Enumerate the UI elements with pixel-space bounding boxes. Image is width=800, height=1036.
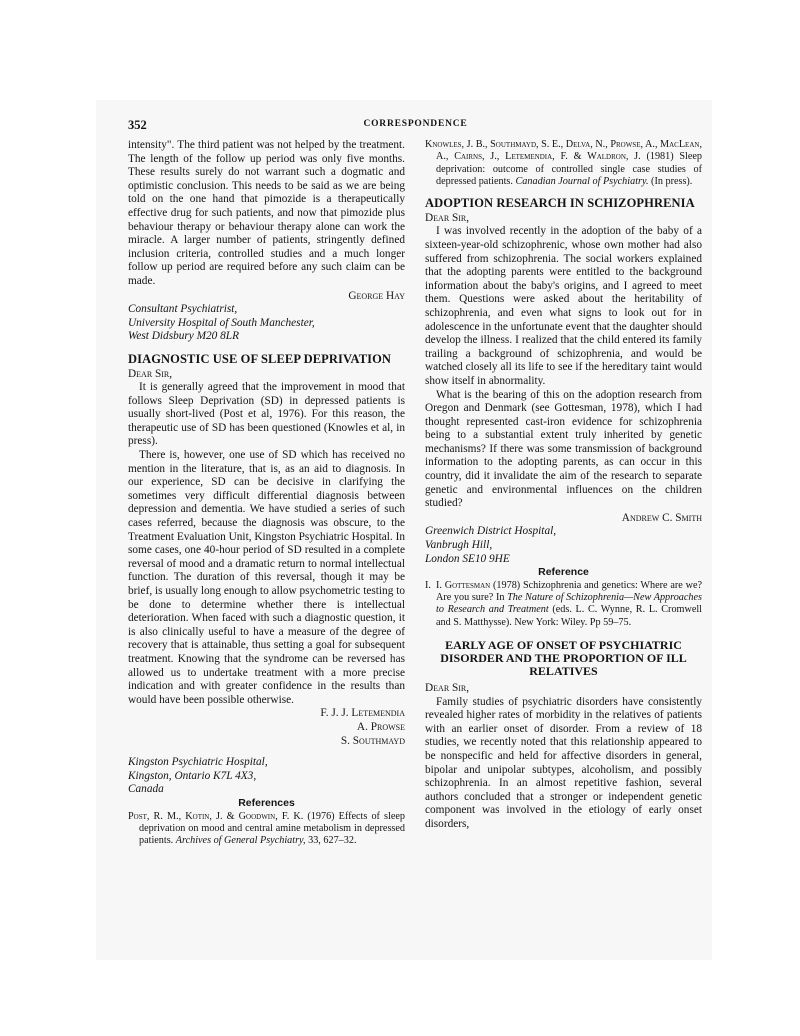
reference-authors: Knowles, J. B., Southmayd, S. E., Delva, N., Prowse, A., MacLean, A., Cairns, J., Letemendia, F. & Waldron, J. [425,139,702,163]
page-number: 352 [128,118,147,132]
address-line: West Didsbury M20 8LR [128,330,239,343]
address-block-kingston [128,756,405,797]
salutation: Dear Sir, [128,367,173,380]
address-line: Consultant Psychiatrist, [128,303,238,316]
reference-entry [425,580,702,629]
reference-tail: (In press). [651,175,693,187]
signature-line: F. J. J. Letemendia [320,707,405,720]
page-header [128,118,703,134]
running-head: CORRESPONDENCE [363,119,468,129]
reference-text: (1981) Sleep deprivation: outcome of controlled single case studies of depressed patients. [436,151,702,187]
right-column [425,139,702,832]
reference-text: (eds. L. C. Wynne, R. L. Cromwell and S. Matthysse). New York: Wiley. Pp 59–75. [436,604,703,628]
salutation: Dear Sir, [425,682,470,694]
article-heading-early-onset: EARLY AGE OF ONSET OF PSYCHIATRIC DISORDER AND THE PROPORTION OF ILL RELATIVES [440,638,687,678]
address-line: University Hospital of South Manchester, [128,316,315,329]
reference-entry [425,139,702,188]
address-line: Kingston Psychiatric Hospital, [128,756,268,769]
address-block-hay [128,303,405,344]
reference-journal: Archives of General Psychiatry, [175,835,306,847]
address-line: Vanbrugh Hill, [425,539,493,552]
body-paragraph: Family studies of psychiatric disorders have consistently revealed higher rates of morbidity in the relatives of patients with an earlier onset of disorder. From a review of 18 studies, we recently noted that this relationship appeared to be nonspecific and held for affective disorders in general, bipolar and unipolar subtypes, alcoholism, and possibly schizophrenia. In an almost repetitive fashion, several authors concluded that a stronger or independent genetic component was involved in the etiology of early onset disorders, [425,695,702,830]
reference-authors: Post, R. M., Kotin, J. & Goodwin, F. K. [128,810,304,822]
reference-book: The Nature of Schizophrenia—New Approaches to Research and Treatment [436,592,703,616]
salutation: Dear Sir, [425,211,470,224]
signature-line: A. Prowse [356,720,405,733]
address-line: Kingston, Ontario K7L 4X3, [128,769,257,782]
article-heading-sleep-deprivation: DIAGNOSTIC USE OF SLEEP DEPRIVATION [128,351,392,366]
reference-journal: Canadian Journal of Psychiatry. [515,175,649,187]
reference-text: (1976) Effects of sleep deprivation on mood and central amine metabolism in depressed patients. [139,810,405,847]
references-title: References [238,796,295,809]
continued-paragraph: intensity". The third patient was not helped by the treatment. The length of the follow up period was only five months. These results surely do not warrant such a dogmatic and optimistic conclusion. This needs to be said as we are being told on the one hand that pimozide is a therapeutically effective drug for such patients, and now that pimozide plus behaviour therapy or behaviour therapy alone can work the miracle. A larger number of patients, stringently defined inclusion criteria, controlled studies and a much longer follow up period are required before any such claim can be made. [128,139,405,287]
address-line: Greenwich District Hospital, [425,525,557,538]
reference-tail: 33, 627–32. [308,835,357,847]
body-paragraph: What is the bearing of this on the adoption research from Oregon and Denmark (see Gottesman, 1978), which I had thought represented cast-iron evidence for schizophrenia being to a substantial extent truly inherited by genetic mechanisms? If there was some transmission of background information to the adopting parents, as can occur in this country, did it invalidate the aim of the research to separate genetic and environmental influences on the children studied? [425,388,702,510]
address-line: London SE10 9HE [425,552,510,565]
signature-line: S. Southmayd [340,734,405,747]
body-paragraph: There is, however, one use of SD which has received no mention in the literature, that is, as an aid to diagnosis. In our experience, SD can be decisive in clarifying the sometimes very difficult differential diagnosis between depression and dementia. We have studied a series of such cases referred, because the diagnosis was obscure, to the Treatment Evaluation Unit, Kingston Psychiatric Hospital. In some cases, one 40-hour period of SD resulted in a complete reversal of mood and a dramatic return to normal intellectual function. The duration of this reversal, though it may be brief, is usually long enough to allow psychometric testing to be done to determine whether there is intellectual deterioration. When faced with such a diagnostic question, it is also clinically useful to have a measure of the degree of recovery that is attainable, thus setting a goal for subsequent treatment. Knowing that the syndrome can be reversed has allowed us to undertake treatment with a more precise indication and with greater confidence in the results than would have been possible otherwise. [128,449,405,706]
body-paragraph: I was involved recently in the adoption of the baby of a sixteen-year-old schizophrenic, whose own mother had also suffered from schizophrenia. The social workers explained that the adopting parents were entitled to the background information about the baby's origins, and I agreed to meet them. Questions were asked about the heritability of schizophrenia, and even what signs to look out for in adolescence in the unfortunate event that the daughter should develop the illness. I realized that the child entered its family trailing a background of schizophrenia, and would be watched closely all its life to see if the hereditary taint would show itself in abnormality. [425,225,702,387]
left-column [128,139,405,847]
signature-george-hay: George Hay [348,289,405,302]
address-block-greenwich [425,525,702,566]
article-heading-adoption: ADOPTION RESEARCH IN SCHIZOPHRENIA [425,196,695,211]
address-line: Canada [128,783,164,796]
reference-authors: I. Gottesman [436,579,491,591]
reference-title: Reference [538,566,589,579]
reference-entry [128,811,405,848]
body-paragraph: It is generally agreed that the improvement in mood that follows Sleep Deprivation (SD) in depressed patients is usually short-lived (Post et al, 1976). For this reason, the therapeutic use of SD has been questioned (Knowles et al, in press). [128,381,405,448]
signature-andrew-smith: Andrew C. Smith [621,511,702,524]
reference-text: (1978) Schizophrenia and genetics: Where are we? Are you sure? In [436,579,702,604]
reference-number: I. [425,579,431,591]
